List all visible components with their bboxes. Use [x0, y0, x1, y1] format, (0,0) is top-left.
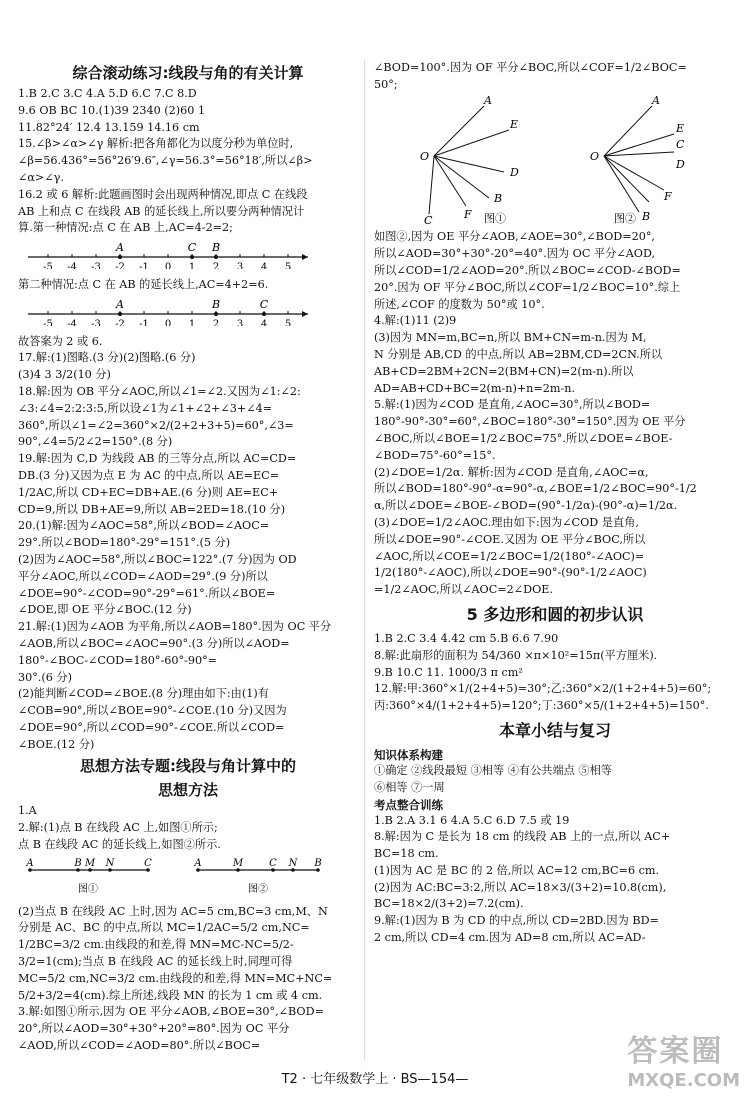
section-title-comprehensive: 综合滚动练习:线段与角的有关计算 — [72, 64, 304, 82]
tick-label: -4 — [67, 318, 77, 326]
text-line: 1/2BC=3/2 cm.由线段的和差,得 MN=MC-NC=5/2- — [18, 938, 294, 952]
text-line: BC=18×2/(3+2)=7.2(cm). — [374, 897, 524, 911]
text-line: CD=9,所以 DB+AE=9,所以 AB=2ED=18.(10 分) — [18, 502, 286, 516]
text-line: 5.解:(1)因为∠COD 是直角,∠AOC=30°,所以∠BOD= — [374, 398, 651, 412]
angle-label: C — [676, 137, 685, 151]
tick-label: 1 — [188, 318, 196, 326]
angle-ray — [434, 156, 466, 206]
text-line: 29°.所以∠BOD=180°-29°=151°.(5 分) — [18, 536, 231, 550]
tick-label: -2 — [115, 318, 125, 326]
segment-label: B — [74, 857, 82, 869]
text-line: 30°.(6 分) — [18, 670, 72, 684]
tick-label: -5 — [43, 318, 53, 326]
answer-block-r1 — [374, 60, 736, 94]
text-line: ∠β=56.436°=56°26′9.6″,∠γ=56.3°=56°18′,所以∠β> — [18, 154, 313, 168]
text-line: (2)因为∠AOC=58°,所以∠BOC=122°.(7 分)因为 OD — [18, 552, 297, 566]
segment-label: M — [84, 857, 96, 869]
angle-label: F — [664, 189, 672, 203]
angle-label: O — [420, 149, 430, 163]
angle-fig2-caption: 图② — [614, 211, 636, 224]
text-line: 算.第一种情况:点 C 在 AB 上,AC=4-2=2; — [18, 221, 233, 235]
answer-block-4 — [18, 904, 358, 1055]
segment-label: N — [288, 857, 298, 869]
chapter5-title: 5 多边形和圆的初步认识 — [466, 604, 644, 624]
tick-label: -1 — [139, 262, 149, 270]
angle-fig1-caption: 图① — [484, 211, 506, 224]
text-line: 平分∠AOC,所以∠COD=∠AOD=29°.(9 分)所以 — [18, 569, 268, 583]
text-line: 1/2(180°-∠AOC),所以∠DOE=90°-(90°-1/2∠AOC) — [374, 566, 647, 580]
point-label: C — [259, 297, 269, 311]
text-line: 故答案为 2 或 6. — [18, 334, 103, 348]
text-line: 所以∠COD=1/2∠AOD=20°.所以∠BOC=∠COD-∠BOD= — [374, 263, 681, 277]
chapter-review-title: 本章小结与复习 — [498, 720, 611, 740]
angle-ray — [604, 156, 649, 202]
knowledge-line-2: ⑥相等 ⑦一周 — [374, 780, 445, 794]
text-line: 21.解:(1)因为∠AOB 为平角,所以∠AOB=180°.因为 OC 平分 — [18, 620, 332, 634]
segment-label: N — [105, 857, 115, 869]
text-line: 16.2 或 6 解析:此题画图时会出现两种情况,即点 C 在线段 — [18, 187, 308, 201]
text-line: 丙:360°×4/(1+2+4+5)=120°;丁:360°×5/(1+2+4+5)=150°. — [374, 699, 709, 713]
tick-label: 4 — [260, 318, 268, 326]
text-line: ∠AOC,所以∠COE=1/2∠BOC=1/2(180°-∠AOC)= — [374, 549, 645, 563]
answer-block-3 — [18, 803, 358, 853]
section-title-thinking-method-1: 思想方法专题:线段与角计算中的 — [79, 757, 296, 776]
point-dot — [214, 312, 218, 316]
point-label: B — [211, 297, 221, 311]
angle-ray — [429, 156, 434, 214]
text-line: 360°,所以∠1=∠2=360°×2/(2+2+3+5)=60°,∠3= — [18, 418, 294, 432]
text-line: ∠AOD,所以∠COD=∠AOD=80°.所以∠BOC= — [18, 1039, 261, 1053]
text-line: N 分别是 AB,CD 的中点,所以 AB=2BM,CD=2CN.所以 — [374, 347, 663, 361]
text-line: 4.解:(1)11 (2)9 — [374, 314, 457, 328]
tick-label: 0 — [164, 262, 172, 270]
point-label: A — [116, 241, 124, 255]
text-line: ∠3:∠4=2:2:3:5,所以设∠1为∠1+∠2+∠3+∠4= — [18, 401, 273, 415]
segment-label: B — [314, 857, 322, 869]
segment-label: A — [194, 857, 202, 869]
text-line: 9.B 10.C 11. 1000/3 π cm² — [374, 665, 523, 679]
answer-block-2 — [18, 334, 358, 754]
text-line: MC=5/2 cm,NC=3/2 cm.由线段的和差,得 MN=MC+NC= — [18, 971, 333, 985]
text-line: 9.解:(1)因为 B 为 CD 的中点,所以 CD=2BD.因为 BD= — [374, 914, 659, 928]
text-line: 17.解:(1)图略.(3 分)(2)图略.(6 分) — [18, 351, 196, 365]
tick-label: -1 — [139, 318, 149, 326]
knowledge-system-title: 知识体系构建 — [374, 747, 443, 762]
segment-label: C — [144, 857, 152, 869]
segment-label: M — [232, 857, 244, 869]
watermark-logo — [627, 1026, 740, 1091]
text-line: ∠COB=90°,所以∠BOE=90°-∠COE.(10 分)又因为 — [18, 704, 287, 718]
text-line: 18.解:因为 OB 平分∠AOC,所以∠1=∠2.又因为∠1:∠2: — [18, 384, 301, 398]
segment-label: C — [269, 857, 277, 869]
angle-ray — [434, 106, 484, 156]
text-line: ∠AOB,所以∠BOC=∠AOC=90°.(3 分)所以∠AOD= — [18, 636, 290, 650]
tick-label: 2 — [212, 318, 220, 326]
section-title-thinking-method-2: 思想方法 — [157, 781, 218, 800]
text-line: 1.B 2.C 3.C 4.A 5.D 6.C 7.C 8.D — [18, 87, 197, 100]
text-line: ∠α>∠γ. — [18, 170, 64, 184]
tick-label: 0 — [164, 318, 172, 326]
key-points-title: 考点整合训练 — [374, 797, 443, 812]
answer-block-1 — [18, 86, 358, 237]
answer-line-case2: 第二种情况:点 C 在 AB 的延长线上,AC=4+2=6. — [18, 277, 269, 291]
number-line-case1 — [18, 239, 348, 269]
text-line: ∠BOD=75°-60°=15°. — [374, 448, 496, 462]
knowledge-line-1: ①确定 ②线段最短 ③相等 ④有公共端点 ⑤相等 — [374, 763, 612, 777]
angle-label: C — [424, 213, 433, 224]
tick-label: 3 — [236, 262, 244, 270]
text-line: 180°-∠BOC-∠COD=180°-60°-90°= — [18, 653, 218, 667]
text-line: 如图②,因为 OE 平分∠AOB,∠AOE=30°,∠BOD=20°, — [374, 230, 655, 244]
text-line: α,所以∠DOE=∠BOE-∠BOD=(90°-1/2α)-(90°-α)=1/2α. — [374, 499, 678, 513]
text-line: (2)因为 AC:BC=3:2,所以 AC=18×3/(3+2)=10.8(cm), — [374, 880, 667, 894]
tick-label: 2 — [212, 262, 220, 270]
angle-ray — [604, 156, 639, 212]
point-label: C — [187, 241, 197, 255]
text-line: 20°,所以∠AOD=30°+30°+20°=80°.因为 OC 平分 — [18, 1022, 290, 1036]
angle-ray — [604, 156, 664, 190]
text-line: 所以∠DOE=90°-∠COE.又因为 OE 平分∠BOC,所以 — [374, 532, 646, 546]
tick-label: -2 — [115, 262, 125, 270]
point-label: A — [116, 297, 124, 311]
segment-label: A — [26, 857, 34, 869]
axis-arrow — [302, 254, 308, 260]
angle-label: A — [652, 93, 660, 107]
tick-label: 3 — [236, 318, 244, 326]
text-line: (2)∠DOE=1/2α. 解析:因为∠COD 是直角,∠AOC=α, — [374, 465, 649, 479]
text-line: ∠BOE.(12 分) — [18, 737, 95, 751]
text-line: 20°.因为 OF 平分∠BOC,所以∠COF=1/2∠BOC=10°.综上 — [374, 280, 681, 294]
text-line: 8.解:因为 C 是长为 18 cm 的线段 AB 上的一点,所以 AC+ — [374, 830, 671, 844]
text-line: 所述,∠COF 的度数为 50°或 10°. — [374, 297, 545, 311]
text-line: 分别是 AC、BC 的中点,所以 MC=1/2AC=5/2 cm,NC= — [18, 921, 310, 935]
angle-label: O — [590, 149, 600, 163]
tick-label: 4 — [260, 262, 268, 270]
text-line: 19.解:因为 C,D 为线段 AB 的三等分点,所以 AC=CD= — [18, 452, 297, 466]
segment-figures — [18, 854, 348, 898]
text-line: 3/2=1(cm);当点 B 在线段 AC 的延长线上时,同理可得 — [18, 955, 293, 969]
page-footer: T2 · 七年级数学上 · BS—154— — [281, 1072, 469, 1087]
answer-block-r3 — [374, 631, 736, 715]
text-line: ∠DOE,即 OE 平分∠BOC.(12 分) — [18, 603, 192, 617]
tick-label: 5 — [284, 262, 292, 270]
text-line: BC=18 cm. — [374, 847, 439, 861]
text-line: 15.∠β>∠α>∠γ 解析:把各角都化为以度分秒为单位时, — [18, 137, 294, 151]
text-line: (2)当点 B 在线段 AC 上时,因为 AC=5 cm,BC=3 cm,M、N — [18, 904, 328, 918]
column-divider — [364, 60, 365, 1060]
point-dot — [190, 255, 194, 259]
angle-label: B — [642, 209, 651, 223]
text-line: (3)∠DOE=1/2∠AOC.理由如下:因为∠COD 是直角, — [374, 515, 639, 529]
angle-ray — [434, 130, 509, 156]
angle-figures — [374, 94, 734, 224]
text-line: 90°,∠4=5/2∠2=150°.(8 分) — [18, 435, 173, 449]
text-line: 11.82°24′ 12.4 13.159 14.16 cm — [18, 120, 200, 134]
tick-label: -3 — [91, 262, 101, 270]
text-line: DB.(3 分)又因为点 E 为 AC 的中点,所以 AE=EC= — [18, 468, 280, 482]
point-dot — [214, 255, 218, 259]
angle-label: B — [494, 191, 503, 205]
text-line: ∠DOE=90°,所以∠COD=90°-∠COE.所以∠COD= — [18, 720, 285, 734]
text-line: 点 B 在线段 AC 的延长线上,如图②所示. — [18, 838, 221, 852]
answer-block-r2 — [374, 229, 736, 599]
text-line: (1)因为 AC 是 BC 的 2 倍,所以 AC=12 cm,BC=6 cm. — [374, 863, 660, 877]
answer-block-r4 — [374, 813, 736, 947]
text-line: 1.B 2.A 3.1 6 4.A 5.C 6.D 7.5 或 19 — [374, 813, 570, 827]
text-line: AD=AB+CD+BC=2(m-n)+n=2m-n. — [374, 381, 576, 395]
text-line: 2.解:(1)点 B 在线段 AC 上,如图①所示; — [18, 821, 218, 835]
text-line: (3)4 3 3/2(10 分) — [18, 368, 111, 382]
text-line: 12.解:甲:360°×1/(2+4+5)=30°;乙:360°×2/(1+2+4+5)=60°; — [374, 682, 712, 696]
angle-label: A — [484, 93, 492, 107]
text-line: ∠BOC,所以∠BOE=1/2∠BOC=75°.所以∠DOE=∠BOE- — [374, 431, 673, 445]
text-line: 1.B 2.C 3.4 4.42 cm 5.B 6.6 7.90 — [374, 631, 559, 645]
number-line-case2 — [18, 296, 348, 326]
tick-label: 1 — [188, 262, 196, 270]
fig1-caption: 图① — [78, 883, 98, 895]
angle-label: F — [464, 207, 472, 221]
tick-label: -4 — [67, 262, 77, 270]
angle-label: D — [510, 165, 519, 179]
text-line: 9.6 OB BC 10.(1)39 2340 (2)60 1 — [18, 103, 206, 117]
angle-label: E — [676, 121, 685, 135]
angle-label: E — [510, 117, 519, 131]
text-line: (2)能判断∠COD=∠BOE.(8 分)理由如下:由(1)有 — [18, 687, 269, 701]
text-line: 3.解:如图①所示,因为 OE 平分∠AOB,∠BOE=30°,∠BOD= — [18, 1005, 324, 1019]
watermark-sub-text: MXQE.COM — [627, 1070, 740, 1091]
text-line: 1.A — [18, 804, 37, 818]
right-column — [374, 60, 736, 947]
text-line: 1/2AC,所以 CD+EC=DB+AE.(6 分)则 AE=EC+ — [18, 485, 279, 499]
text-line: 所以∠AOD=30°+30°-20°=40°.因为 OC 平分∠AOD, — [374, 247, 656, 261]
text-line: 所以∠BOD=180°-90°-α=90°-α,∠BOE=1/2∠BOC=90°-1/2 — [374, 482, 697, 496]
text-line: 50°; — [374, 77, 398, 91]
point-label: B — [211, 241, 221, 255]
text-line: AB 上和点 C 在线段 AB 的延长线上,所以要分两种情况计 — [18, 204, 305, 218]
text-line: (3)因为 MN=m,BC=n,所以 BM+CN=m-n.因为 M, — [374, 331, 647, 345]
point-dot — [262, 312, 266, 316]
angle-label: D — [676, 157, 685, 171]
text-line: ∠DOE=90°-∠COD=90°-29°=61°.所以∠BOE= — [18, 586, 276, 600]
tick-label: -3 — [91, 318, 101, 326]
text-line: 20.(1)解:因为∠AOC=58°,所以∠BOD=∠AOC= — [18, 519, 270, 533]
text-line: AB+CD=2BM+2CN=2(BM+CN)=2(m-n).所以 — [374, 364, 634, 378]
text-line: ∠BOD=100°.因为 OF 平分∠BOC,所以∠COF=1/2∠BOC= — [374, 61, 687, 74]
point-dot — [118, 312, 122, 316]
left-column — [18, 60, 358, 1055]
axis-arrow — [302, 311, 308, 317]
tick-label: 5 — [284, 318, 292, 326]
tick-label: -5 — [43, 262, 53, 270]
text-line: 2 cm,所以 CD=4 cm.因为 AD=8 cm,所以 AC=AD- — [374, 931, 646, 945]
watermark-main-text: 答案圈 — [627, 1034, 724, 1069]
fig2-caption: 图② — [248, 883, 268, 895]
point-dot — [118, 255, 122, 259]
text-line: =1/2∠AOC,所以∠AOC=2∠DOE. — [374, 583, 554, 597]
text-line: 5/2+3/2=4(cm).综上所述,线段 MN 的长为 1 cm 或 4 cm. — [18, 988, 323, 1002]
text-line: 180°-90°-30°=60°,∠BOC=180°-30°=150°.因为 OE 平分 — [374, 415, 686, 429]
text-line: 8.解:此扇形的面积为 54/360 ×π×10²=15π(平方厘米). — [374, 648, 658, 662]
